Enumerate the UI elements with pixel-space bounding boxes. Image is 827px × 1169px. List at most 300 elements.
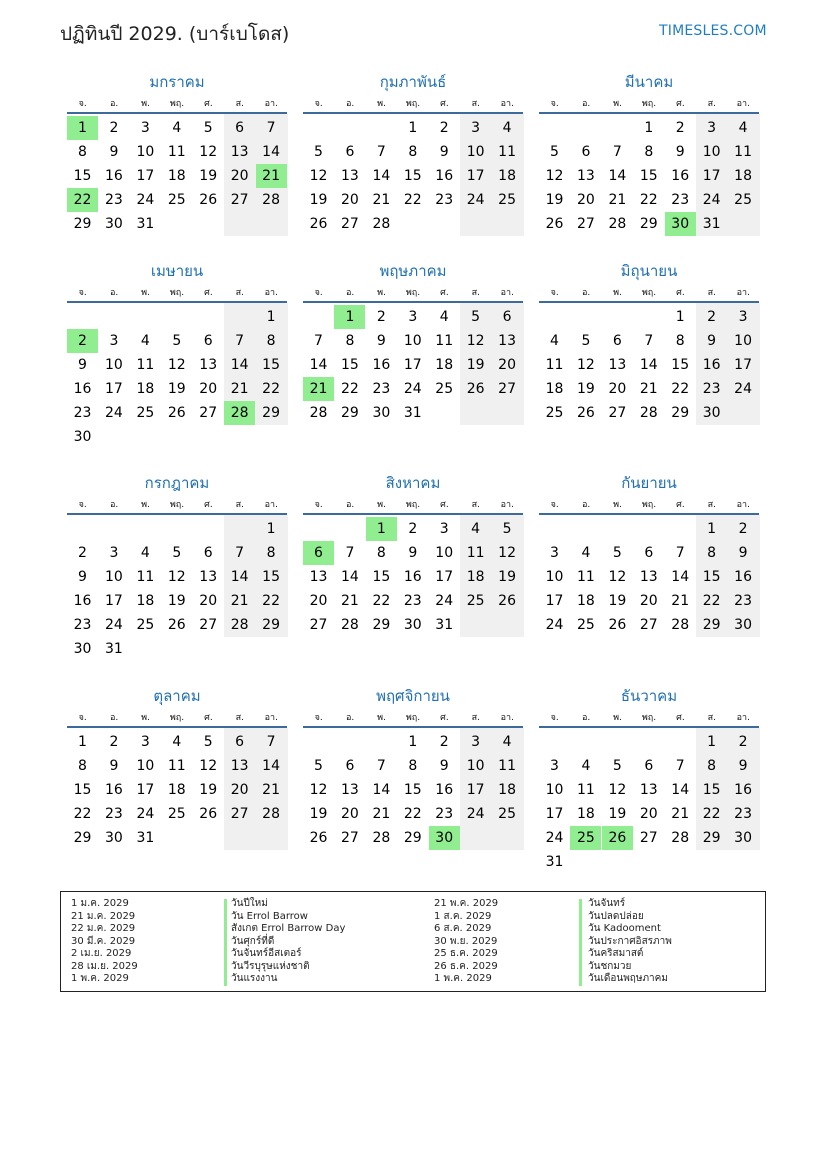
day-cell: 20	[309, 593, 328, 609]
legend-holiday-name: วันจันทร์	[588, 898, 626, 909]
day-cell: 18	[136, 593, 155, 609]
weekday-header: พฤ.	[169, 713, 185, 723]
legend-holiday-name: วันเดือนพฤษภาคม	[588, 973, 668, 984]
month-header-rule	[303, 513, 523, 515]
day-cell: 14	[262, 758, 280, 774]
day-cell: 30	[702, 405, 721, 421]
day-cell: 18	[167, 782, 186, 798]
weekday-header: จ.	[550, 288, 559, 298]
month-header-rule	[303, 726, 523, 728]
day-cell: 2	[408, 521, 418, 537]
month-name: ตุลาคม	[153, 687, 201, 705]
legend-date: 1 ม.ค. 2029	[71, 898, 129, 909]
weekday-header: จ.	[550, 500, 559, 510]
day-cell: 8	[78, 144, 87, 160]
day-cell: 12	[167, 569, 186, 585]
day-cell: 30	[105, 830, 123, 846]
day-cell: 30	[734, 830, 752, 846]
weekday-header: อ.	[345, 500, 355, 510]
weekday-header: พฤ.	[169, 288, 185, 298]
legend-date: 1 พ.ค. 2029	[434, 973, 492, 984]
day-cell: 6	[235, 734, 245, 750]
day-cell: 1	[675, 309, 685, 325]
month-block	[67, 686, 287, 886]
day-cell: 15	[372, 569, 391, 585]
month-name: มิถุนายน	[620, 262, 678, 280]
day-cell: 14	[230, 357, 249, 373]
day-cell: 16	[372, 357, 391, 373]
day-cell: 15	[403, 168, 422, 184]
day-cell: 6	[581, 144, 591, 160]
day-cell: 8	[675, 333, 685, 349]
weekday-header: พฤ.	[641, 99, 657, 109]
weekday-header: พฤ.	[405, 713, 421, 723]
day-cell: 26	[309, 830, 328, 846]
weekday-header: ส.	[707, 99, 717, 109]
month-name: สิงหาคม	[385, 474, 441, 492]
day-cell: 10	[403, 333, 422, 349]
day-cell: 4	[172, 120, 182, 136]
weekday-header: ส.	[707, 713, 717, 723]
weekday-header: พ.	[613, 713, 622, 723]
day-cell: 27	[639, 617, 658, 633]
day-cell: 28	[262, 192, 280, 208]
day-cell: 13	[341, 168, 359, 184]
day-cell: 23	[435, 192, 454, 208]
day-cell: 18	[466, 569, 485, 585]
day-cell: 31	[702, 216, 721, 232]
day-cell: 14	[608, 168, 627, 184]
day-cell: 29	[372, 617, 391, 633]
weekday-header: อ.	[109, 288, 119, 298]
day-cell: 14	[230, 569, 249, 585]
day-cell: 19	[309, 806, 328, 822]
day-cell: 16	[105, 782, 123, 798]
day-cell: 9	[376, 333, 386, 349]
day-cell: 24	[105, 617, 123, 633]
day-cell: 29	[639, 216, 658, 232]
day-cell: 2	[439, 734, 449, 750]
day-cell: 15	[73, 168, 92, 184]
holiday-day-cell: 30	[429, 826, 460, 850]
holiday-day-cell: 1	[334, 305, 365, 329]
day-cell: 14	[309, 357, 328, 373]
day-cell: 8	[78, 758, 87, 774]
day-cell: 13	[230, 144, 249, 160]
weekday-header: อ.	[109, 99, 119, 109]
month-name: มีนาคม	[624, 73, 674, 91]
day-cell: 9	[439, 758, 449, 774]
day-cell: 6	[502, 309, 512, 325]
day-cell: 11	[167, 758, 186, 774]
month-name: เมษายน	[150, 262, 204, 280]
day-cell: 6	[644, 758, 654, 774]
day-cell: 12	[167, 357, 186, 373]
legend-holiday-name: วันปีใหม่	[231, 898, 268, 909]
day-cell: 17	[435, 569, 454, 585]
day-cell: 22	[372, 593, 391, 609]
day-cell: 10	[435, 545, 454, 561]
day-cell: 23	[105, 192, 123, 208]
day-cell: 13	[639, 782, 658, 798]
day-cell: 3	[738, 309, 748, 325]
weekday-header: ส.	[235, 288, 245, 298]
legend-date: 2 เม.ย. 2029	[71, 948, 132, 959]
legend-holiday-name: สังเกต Errol Barrow Day	[231, 923, 346, 934]
legend-marker-right	[579, 899, 582, 986]
day-cell: 8	[345, 333, 355, 349]
day-cell: 31	[435, 617, 454, 633]
month-block	[67, 72, 287, 272]
legend-date: 25 ธ.ค. 2029	[434, 948, 498, 959]
day-cell: 7	[266, 734, 276, 750]
day-cell: 17	[105, 593, 123, 609]
weekday-header: พ.	[377, 288, 386, 298]
day-cell: 24	[545, 830, 564, 846]
day-cell: 7	[644, 333, 654, 349]
month-name: กันยายน	[621, 474, 677, 492]
holiday-day-cell: 25	[570, 826, 601, 850]
day-cell: 11	[136, 357, 155, 373]
day-cell: 7	[314, 333, 323, 349]
day-cell: 10	[136, 144, 155, 160]
day-cell: 18	[577, 593, 595, 609]
day-cell: 27	[309, 617, 328, 633]
day-cell: 2	[738, 734, 748, 750]
day-cell: 26	[167, 617, 186, 633]
day-cell: 25	[136, 405, 155, 421]
day-cell: 26	[545, 216, 564, 232]
day-cell: 26	[608, 617, 627, 633]
day-cell: 11	[734, 144, 752, 160]
holiday-day-cell: 6	[303, 541, 334, 565]
day-cell: 17	[403, 357, 422, 373]
weekday-header: อา.	[736, 713, 750, 723]
day-cell: 17	[545, 806, 564, 822]
weekday-header: พ.	[613, 500, 622, 510]
day-cell: 13	[341, 782, 359, 798]
day-cell: 4	[140, 333, 150, 349]
day-cell: 26	[199, 806, 218, 822]
legend-holiday-name: วันจันทร์อีสเตอร์	[231, 948, 302, 959]
day-cell: 3	[408, 309, 418, 325]
weekday-header: อา.	[500, 288, 514, 298]
day-cell: 2	[109, 120, 119, 136]
day-cell: 21	[372, 806, 391, 822]
day-cell: 20	[341, 192, 359, 208]
weekday-header: จ.	[78, 288, 87, 298]
legend-holiday-name: วัน Errol Barrow	[231, 910, 308, 922]
weekday-header: พ.	[141, 288, 150, 298]
day-cell: 8	[707, 545, 717, 561]
weekday-header: จ.	[314, 713, 323, 723]
day-cell: 1	[707, 734, 717, 750]
day-cell: 13	[199, 569, 218, 585]
weekday-header: อ.	[581, 288, 591, 298]
day-cell: 19	[167, 593, 186, 609]
legend-holiday-name: วันประกาศอิสรภาพ	[588, 935, 672, 947]
day-cell: 7	[675, 758, 685, 774]
day-cell: 6	[644, 545, 654, 561]
day-cell: 17	[545, 593, 564, 609]
day-cell: 31	[136, 830, 155, 846]
legend-date: 22 ม.ค. 2029	[71, 923, 136, 934]
day-cell: 27	[199, 405, 218, 421]
day-cell: 27	[498, 381, 516, 397]
day-cell: 5	[172, 333, 182, 349]
day-cell: 2	[707, 309, 717, 325]
day-cell: 22	[403, 806, 422, 822]
day-cell: 3	[471, 734, 481, 750]
day-cell: 31	[403, 405, 422, 421]
page-title: ปฏิทินปี 2029. (บาร์เบโดส)	[60, 23, 290, 45]
weekday-header: อา.	[500, 500, 514, 510]
day-cell: 6	[235, 120, 245, 136]
month-header-rule	[303, 112, 523, 114]
weekday-header: พ.	[377, 500, 386, 510]
day-cell: 17	[136, 782, 155, 798]
weekday-header: ส.	[707, 500, 717, 510]
day-cell: 11	[545, 357, 564, 373]
day-cell: 6	[203, 545, 213, 561]
day-cell: 24	[466, 806, 485, 822]
day-cell: 7	[235, 545, 245, 561]
day-cell: 29	[702, 617, 721, 633]
weekday-header: พ.	[613, 288, 622, 298]
day-cell: 1	[707, 521, 717, 537]
day-cell: 1	[408, 120, 418, 136]
legend-holiday-name: วันคริสมาสต์	[588, 948, 644, 959]
weekday-header: อา.	[264, 500, 278, 510]
day-cell: 16	[734, 782, 752, 798]
day-cell: 15	[73, 782, 92, 798]
day-cell: 26	[577, 405, 595, 421]
legend-holiday-name: วันปลดปล่อย	[588, 910, 644, 922]
day-cell: 10	[545, 569, 564, 585]
day-cell: 28	[639, 405, 658, 421]
month-name: มกราคม	[149, 73, 205, 91]
day-cell: 19	[309, 192, 328, 208]
day-cell: 26	[167, 405, 186, 421]
day-cell: 7	[235, 333, 245, 349]
month-block	[67, 261, 287, 461]
day-cell: 9	[109, 144, 119, 160]
day-cell: 28	[372, 216, 391, 232]
day-cell: 20	[639, 806, 658, 822]
day-cell: 21	[639, 381, 658, 397]
day-cell: 25	[577, 617, 595, 633]
day-cell: 26	[498, 593, 516, 609]
weekday-header: พ.	[141, 500, 150, 510]
day-cell: 14	[671, 782, 690, 798]
day-cell: 20	[498, 357, 516, 373]
legend-date: 30 พ.ย. 2029	[434, 935, 498, 947]
legend-date: 21 พ.ค. 2029	[434, 898, 499, 909]
day-cell: 19	[545, 192, 564, 208]
weekday-header: ศ.	[204, 288, 213, 298]
month-header-rule	[67, 112, 287, 114]
weekday-header: ศ.	[676, 99, 685, 109]
day-cell: 21	[341, 593, 359, 609]
day-cell: 21	[608, 192, 627, 208]
day-cell: 27	[341, 830, 359, 846]
day-cell: 18	[136, 381, 155, 397]
day-cell: 20	[199, 593, 218, 609]
weekday-header: พฤ.	[641, 500, 657, 510]
day-cell: 17	[466, 782, 485, 798]
day-cell: 22	[73, 806, 92, 822]
day-cell: 25	[167, 806, 186, 822]
day-cell: 7	[376, 758, 386, 774]
weekday-header: จ.	[78, 500, 87, 510]
day-cell: 16	[671, 168, 690, 184]
day-cell: 21	[230, 381, 249, 397]
day-cell: 12	[199, 144, 218, 160]
day-cell: 17	[702, 168, 721, 184]
day-cell: 5	[203, 120, 213, 136]
day-cell: 11	[136, 569, 155, 585]
day-cell: 10	[466, 758, 485, 774]
day-cell: 9	[408, 545, 418, 561]
day-cell: 11	[466, 545, 485, 561]
day-cell: 21	[671, 806, 690, 822]
day-cell: 24	[435, 593, 454, 609]
month-header-rule	[539, 301, 759, 303]
legend-holiday-name: วันศุกร์ที่ดี	[231, 935, 275, 947]
day-cell: 24	[136, 806, 155, 822]
day-cell: 4	[550, 333, 559, 349]
day-cell: 23	[73, 405, 92, 421]
day-cell: 5	[172, 545, 182, 561]
day-cell: 25	[545, 405, 564, 421]
day-cell: 6	[203, 333, 213, 349]
weekday-header: ส.	[471, 99, 481, 109]
day-cell: 19	[199, 782, 218, 798]
day-cell: 10	[545, 782, 564, 798]
day-cell: 18	[545, 381, 564, 397]
day-cell: 22	[262, 593, 280, 609]
day-cell: 23	[73, 617, 92, 633]
day-cell: 18	[498, 782, 516, 798]
day-cell: 28	[671, 830, 690, 846]
day-cell: 12	[608, 782, 627, 798]
weekday-header: ศ.	[676, 288, 685, 298]
day-cell: 24	[403, 381, 422, 397]
weekday-header: ศ.	[440, 99, 449, 109]
legend-holiday-name: วันชกมวย	[588, 960, 632, 972]
day-cell: 30	[73, 429, 92, 445]
day-cell: 28	[262, 806, 280, 822]
weekday-header: พ.	[377, 99, 386, 109]
weekday-header: พ.	[141, 99, 150, 109]
weekday-header: ศ.	[676, 713, 685, 723]
day-cell: 12	[199, 758, 218, 774]
day-cell: 15	[403, 782, 422, 798]
month-block	[303, 261, 523, 461]
day-cell: 7	[345, 545, 355, 561]
day-cell: 31	[105, 641, 123, 657]
month-name: พฤษภาคม	[379, 262, 447, 280]
day-cell: 24	[734, 381, 752, 397]
day-cell: 16	[73, 381, 92, 397]
day-cell: 12	[309, 782, 328, 798]
holiday-day-cell: 2	[67, 329, 98, 353]
day-cell: 25	[466, 593, 485, 609]
day-cell: 2	[78, 545, 87, 561]
holiday-legend	[60, 891, 766, 992]
day-cell: 23	[734, 806, 752, 822]
holiday-day-cell: 1	[366, 517, 397, 541]
month-header-rule	[67, 726, 287, 728]
day-cell: 16	[105, 168, 123, 184]
day-cell: 1	[644, 120, 654, 136]
weekday-header: จ.	[314, 500, 323, 510]
day-cell: 9	[78, 569, 87, 585]
day-cell: 18	[498, 168, 516, 184]
day-cell: 30	[73, 641, 92, 657]
day-cell: 20	[608, 381, 627, 397]
day-cell: 9	[675, 144, 685, 160]
day-cell: 5	[314, 144, 323, 160]
day-cell: 18	[167, 168, 186, 184]
weekday-header: อา.	[264, 99, 278, 109]
legend-date: 30 มี.ค. 2029	[71, 935, 136, 947]
day-cell: 27	[199, 617, 218, 633]
day-cell: 17	[466, 168, 485, 184]
day-cell: 28	[341, 617, 359, 633]
day-cell: 17	[136, 168, 155, 184]
weekday-header: ส.	[235, 500, 245, 510]
day-cell: 20	[341, 806, 359, 822]
day-cell: 27	[608, 405, 627, 421]
day-cell: 2	[675, 120, 685, 136]
weekday-header: อ.	[581, 99, 591, 109]
day-cell: 12	[577, 357, 595, 373]
day-cell: 25	[435, 381, 454, 397]
day-cell: 3	[140, 734, 150, 750]
day-cell: 16	[702, 357, 721, 373]
day-cell: 5	[203, 734, 213, 750]
day-cell: 3	[550, 545, 559, 561]
day-cell: 20	[639, 593, 658, 609]
day-cell: 1	[266, 521, 276, 537]
day-cell: 22	[341, 381, 359, 397]
day-cell: 8	[266, 333, 276, 349]
day-cell: 3	[439, 521, 449, 537]
weekday-header: พฤ.	[169, 500, 185, 510]
weekday-header: ส.	[707, 288, 717, 298]
day-cell: 18	[435, 357, 454, 373]
day-cell: 20	[199, 381, 218, 397]
weekday-header: พ.	[613, 99, 622, 109]
month-block	[303, 686, 523, 886]
day-cell: 30	[105, 216, 123, 232]
day-cell: 5	[471, 309, 481, 325]
day-cell: 24	[105, 405, 123, 421]
day-cell: 24	[466, 192, 485, 208]
day-cell: 5	[612, 545, 622, 561]
day-cell: 11	[577, 782, 595, 798]
day-cell: 18	[734, 168, 752, 184]
weekday-header: อ.	[109, 713, 119, 723]
day-cell: 29	[73, 830, 92, 846]
month-header-rule	[539, 726, 759, 728]
brand-link[interactable]: TIMESLES.COM	[659, 23, 767, 39]
month-header-rule	[539, 112, 759, 114]
day-cell: 4	[439, 309, 449, 325]
day-cell: 10	[466, 144, 485, 160]
day-cell: 21	[230, 593, 249, 609]
